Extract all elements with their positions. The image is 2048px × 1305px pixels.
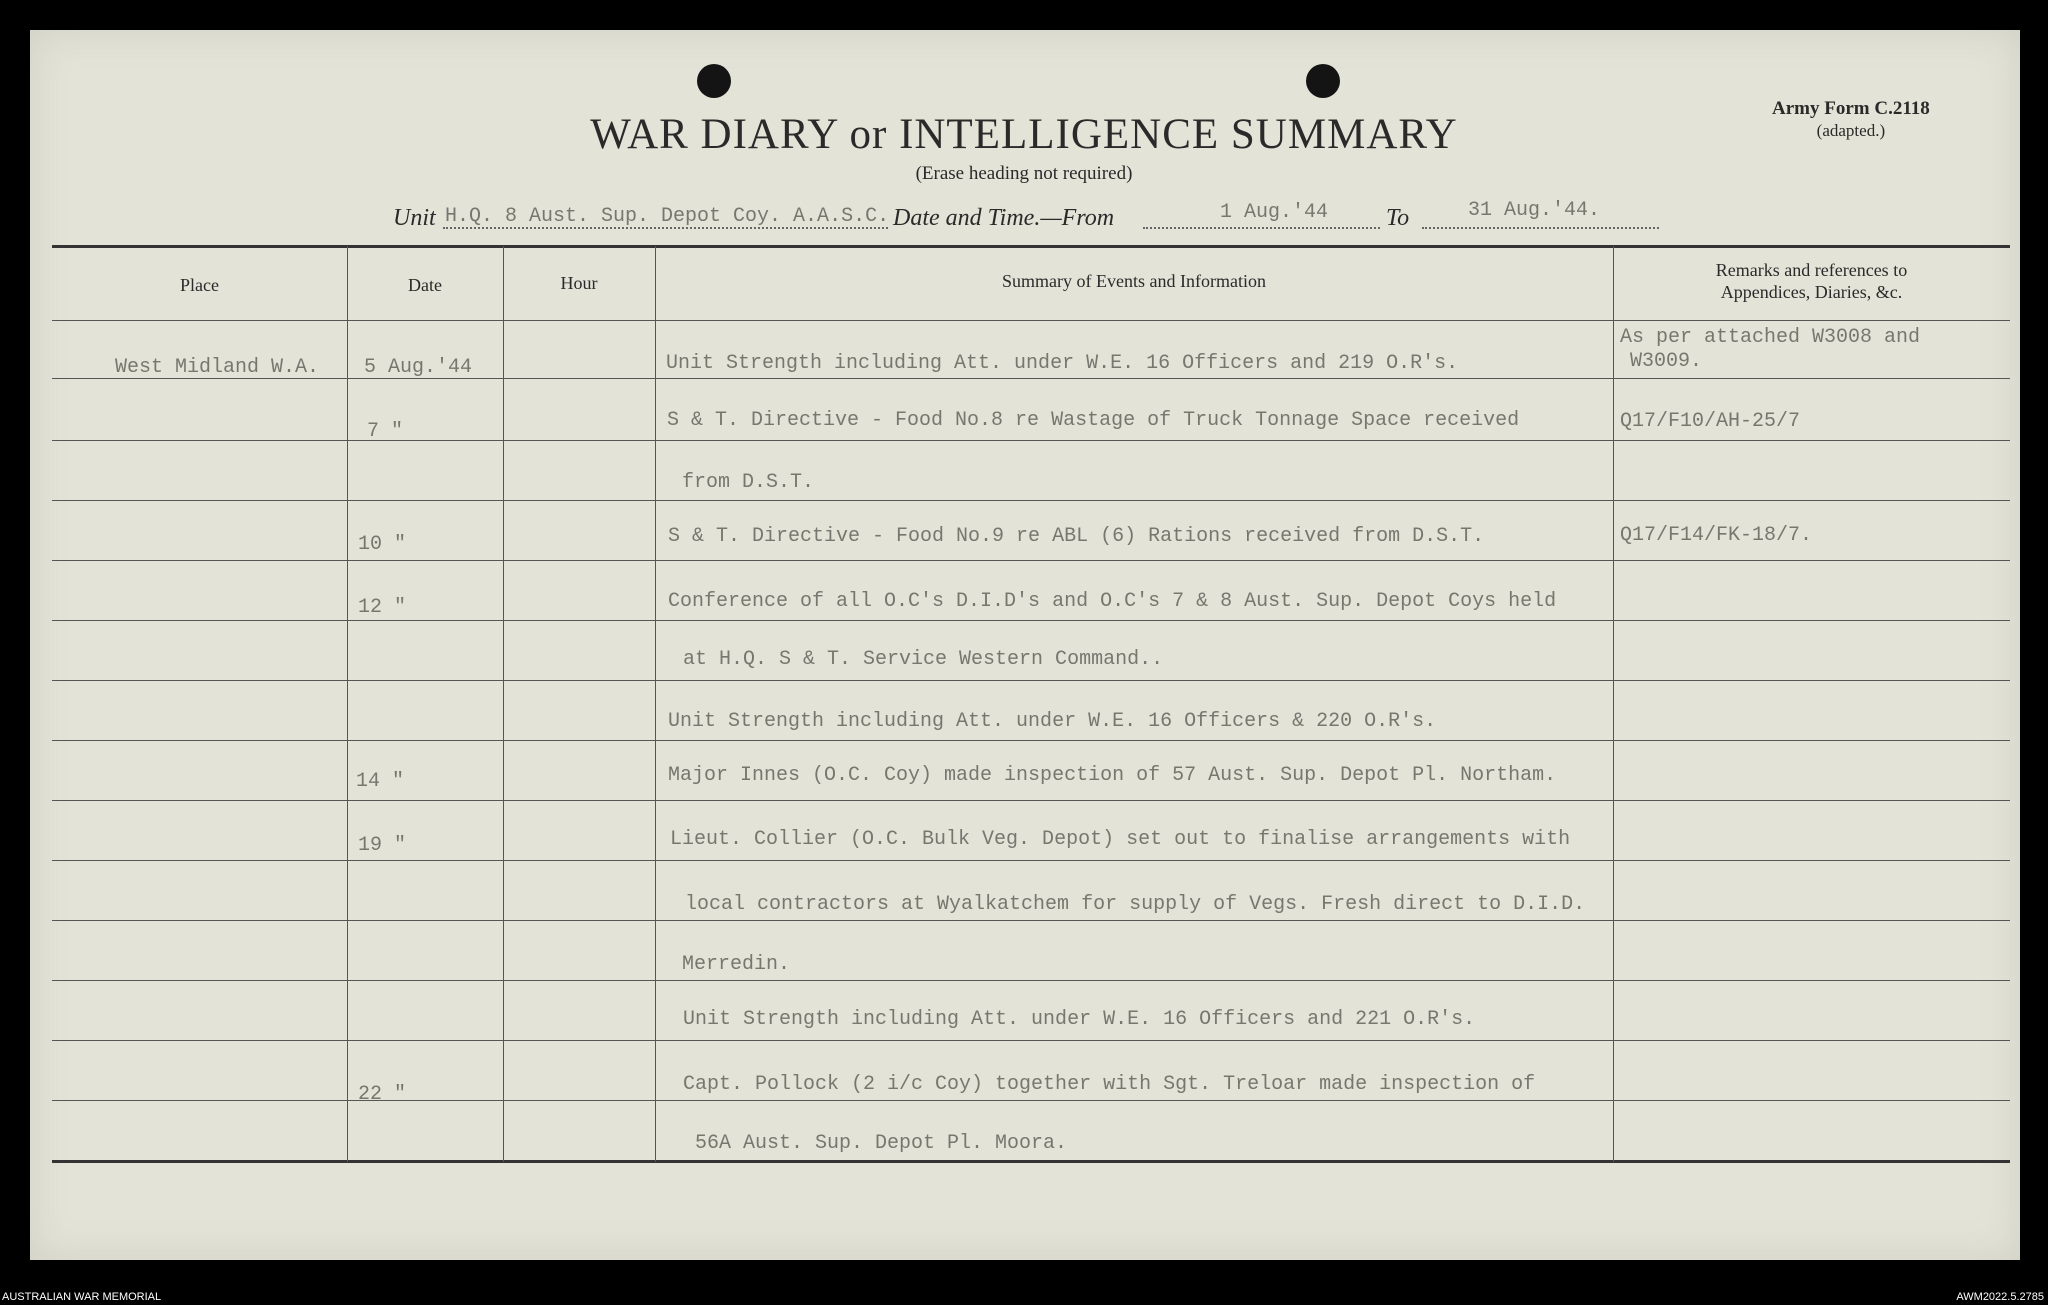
row-summary: Major Innes (O.C. Coy) made inspection of 57 Aust. Sup. Depot Pl. Northam. <box>668 764 1557 787</box>
row-date: 12 " <box>358 596 407 619</box>
footer-institution: AUSTRALIAN WAR MEMORIAL <box>2 1291 162 1303</box>
column-header-remarks <box>1613 259 2010 303</box>
table-top-border <box>52 245 2010 248</box>
row-summary: from D.S.T. <box>682 471 815 494</box>
unit-label: Unit <box>393 205 436 231</box>
row-date: 22 " <box>358 1083 407 1106</box>
row-summary: at H.Q. S & T. Service Western Command.. <box>683 648 1164 671</box>
column-divider-hour <box>655 246 656 1162</box>
document-title: WAR DIARY or INTELLIGENCE SUMMARY <box>590 111 1458 158</box>
row-summary: Capt. Pollock (2 i/c Coy) together with Sgt. Treloar made inspection of <box>683 1073 1536 1096</box>
column-header-date: Date <box>408 275 442 295</box>
date-label: Date and Time.—From <box>893 205 1115 231</box>
row-line-11 <box>52 980 2010 981</box>
row-summary: Conference of all O.C's D.I.D's and O.C's 7 & 8 Aust. Sup. Depot Coys held <box>668 590 1557 613</box>
row-remark: W3009. <box>1630 350 1703 373</box>
date-to-value: 31 Aug.'44. <box>1468 199 1601 222</box>
table-bottom-border <box>52 1160 2010 1163</box>
row-summary: Unit Strength including Att. under W.E. 16 Officers and 221 O.R's. <box>683 1008 1476 1031</box>
row-line-4 <box>52 560 2010 561</box>
column-divider-summary <box>1613 246 1614 1162</box>
row-line-5 <box>52 620 2010 621</box>
punch-hole-right <box>1306 64 1340 98</box>
row-date: 19 " <box>358 834 407 857</box>
column-divider-place <box>347 246 348 1162</box>
row-remark: Q17/F14/FK-18/7. <box>1620 524 1813 547</box>
to-label: To <box>1386 205 1410 231</box>
row-line-9 <box>52 860 2010 861</box>
form-note: (adapted.) <box>1816 121 1886 140</box>
column-divider-date <box>503 246 504 1162</box>
row-summary: Unit Strength including Att. under W.E. 16 Officers & 220 O.R's. <box>668 710 1437 733</box>
column-header-place: Place <box>180 275 219 295</box>
date-to-dotted-line <box>1422 227 1659 229</box>
row-summary: Merredin. <box>682 953 791 976</box>
row-summary: Unit Strength including Att. under W.E. 16 Officers and 219 O.R's. <box>666 352 1459 375</box>
row-date: 14 " <box>356 770 405 793</box>
row-summary: S & T. Directive - Food No.8 re Wastage of Truck Tonnage Space received <box>667 409 1520 432</box>
row-summary: local contractors at Wyalkatchem for supply of Vegs. Fresh direct to D.I.D. <box>685 893 1586 916</box>
row-line-1 <box>52 378 2010 379</box>
column-header-remarks-line2: Appendices, Diaries, &c. <box>1720 282 1903 302</box>
form-number-text: Army Form C.2118 <box>1772 98 1930 119</box>
row-line-13 <box>52 1100 2010 1101</box>
row-line-7 <box>52 740 2010 741</box>
row-remark: As per attached W3008 and <box>1620 326 1921 349</box>
column-header-hour: Hour <box>560 273 598 293</box>
column-header-summary: Summary of Events and Information <box>1002 271 1266 291</box>
row-line-12 <box>52 1040 2010 1041</box>
unit-value: H.Q. 8 Aust. Sup. Depot Coy. A.A.S.C. <box>445 205 890 228</box>
row-date: 7 " <box>367 420 404 443</box>
row-date: 10 " <box>358 533 407 556</box>
punch-hole-left <box>697 64 731 98</box>
row-place: West Midland W.A. <box>115 356 320 379</box>
row-summary: Lieut. Collier (O.C. Bulk Veg. Depot) set out to finalise arrangements with <box>670 828 1571 851</box>
row-summary: 56A Aust. Sup. Depot Pl. Moora. <box>695 1132 1068 1155</box>
document-subtitle: (Erase heading not required) <box>915 163 1133 184</box>
row-line-3 <box>52 500 2010 501</box>
row-date: 5 Aug.'44 <box>364 356 473 379</box>
row-remark: Q17/F10/AH-25/7 <box>1620 410 1801 433</box>
footer-accession-number: AWM2022.5.2785 <box>1956 1291 2044 1303</box>
column-header-remarks-line1: Remarks and references to <box>1715 260 1908 280</box>
date-from-dotted-line <box>1143 227 1380 229</box>
row-summary: S & T. Directive - Food No.9 re ABL (6) Rations received from D.S.T. <box>668 525 1485 548</box>
header-divider <box>52 320 2010 321</box>
row-line-8 <box>52 800 2010 801</box>
row-line-10 <box>52 920 2010 921</box>
row-line-6 <box>52 680 2010 681</box>
date-from-value: 1 Aug.'44 <box>1220 201 1329 224</box>
form-number <box>1772 98 1930 142</box>
row-line-2 <box>52 440 2010 441</box>
